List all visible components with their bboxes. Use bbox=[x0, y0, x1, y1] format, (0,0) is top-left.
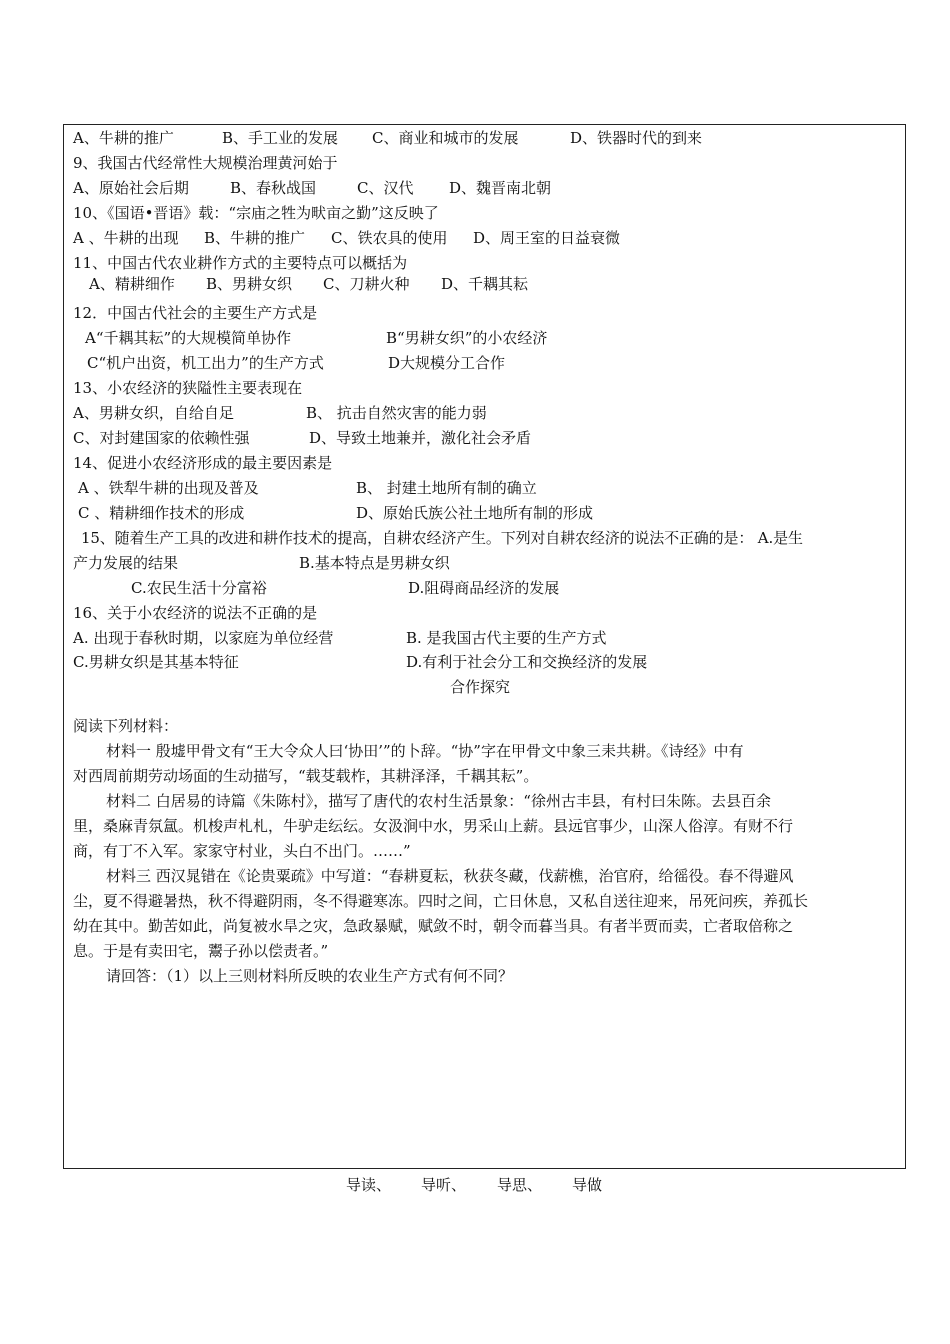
material-3-line-3: 幼在其中。勤苦如此，尚复被水旱之灾，急政暴赋，赋敛不时，朝令而暮当具。有者半贾而卖，亡者取倍称之 bbox=[73, 917, 794, 935]
q14-option-c: C 、精耕细作技术的形成 bbox=[78, 504, 245, 522]
q8-option-a: A、牛耕的推广 bbox=[73, 129, 174, 147]
q11-option-d: D、千耦其耘 bbox=[441, 275, 529, 293]
material-1-line-1: 材料一 殷墟甲骨文有“王大令众人曰‘协田’”的卜辞。“协”字在甲骨文中象三耒共耕。《诗经》中有 bbox=[106, 742, 744, 760]
reading-question: 请回答：（1）以上三则材料所反映的农业生产方式有何不同？ bbox=[106, 967, 514, 985]
q12-option-c: C“机户出资，机工出力”的生产方式 bbox=[87, 354, 324, 372]
q15-stem-line1: 15、随着生产工具的改进和耕作技术的提高，自耕农经济产生。下列对自耕农经济的说法不正确的是： A.是生 bbox=[81, 529, 803, 547]
q15-stem-line2: 产力发展的结果 bbox=[73, 554, 179, 572]
q15-option-c: C.农民生活十分富裕 bbox=[131, 579, 267, 597]
q10-option-d: D、周王室的日益衰微 bbox=[473, 229, 621, 247]
q16-option-b: B. 是我国古代主要的生产方式 bbox=[406, 629, 607, 647]
q11-stem: 11、中国古代农业耕作方式的主要特点可以概括为 bbox=[73, 254, 408, 272]
q10-option-c: C、铁农具的使用 bbox=[331, 229, 448, 247]
material-2-line-3: 商，有丁不入军。家家守村业，头白不出门。……” bbox=[73, 842, 411, 860]
q12-option-d: D大规模分工合作 bbox=[388, 354, 506, 372]
q11-option-b: B、男耕女织 bbox=[206, 275, 293, 293]
q11-option-a: A、精耕细作 bbox=[89, 275, 175, 293]
q10-option-a: A 、牛耕的出现 bbox=[73, 229, 179, 247]
q10-option-b: B、牛耕的推广 bbox=[204, 229, 306, 247]
q12-option-b: B“男耕女织”的小农经济 bbox=[386, 329, 548, 347]
q10-stem: 10、《国语•晋语》载：“宗庙之牲为畎亩之勤”这反映了 bbox=[73, 204, 439, 222]
q14-option-a: A 、铁犁牛耕的出现及普及 bbox=[78, 479, 259, 497]
material-1-line-2: 对西周前期劳动场面的生动描写，“载芟载柞，其耕泽泽，千耦其耘”。 bbox=[73, 767, 539, 785]
material-2-line-2: 里，桑麻青氛氲。机梭声札札，牛驴走纭纭。女汲涧中水，男采山上薪。县远官事少，山深人俗淳。有财不行 bbox=[73, 817, 794, 835]
q14-stem: 14、促进小农经济形成的最主要因素是 bbox=[73, 454, 333, 472]
q8-option-c: C、商业和城市的发展 bbox=[372, 129, 519, 147]
q16-stem: 16、关于小农经济的说法不正确的是 bbox=[73, 604, 318, 622]
material-3-line-1: 材料三 西汉晁错在《论贵粟疏》中写道：“春耕夏耘，秋获冬藏，伐薪樵，治官府，给徭役。春不得避风 bbox=[106, 867, 794, 885]
q8-option-d: D、铁器时代的到来 bbox=[570, 129, 703, 147]
q15-option-d: D.阻碍商品经济的发展 bbox=[408, 579, 560, 597]
q9-option-a: A、原始社会后期 bbox=[73, 179, 189, 197]
q12-option-a: A“千耦其耘”的大规模简单协作 bbox=[85, 329, 292, 347]
reading-intro: 阅读下列材料： bbox=[73, 717, 179, 735]
footer-item-do: 导做 bbox=[572, 1176, 603, 1194]
footer-item-think: 导思、 bbox=[497, 1176, 543, 1194]
q13-option-a: A、男耕女织，自给自足 bbox=[73, 404, 234, 422]
section-title: 合作探究 bbox=[450, 678, 511, 696]
q8-option-b: B、手工业的发展 bbox=[222, 129, 339, 147]
q13-option-c: C、对封建国家的依赖性强 bbox=[73, 429, 250, 447]
q9-option-d: D、魏晋南北朝 bbox=[449, 179, 552, 197]
q15-option-b: B.基本特点是男耕女织 bbox=[299, 554, 450, 572]
q16-option-d: D.有利于社会分工和交换经济的发展 bbox=[406, 653, 648, 671]
q9-option-b: B、春秋战国 bbox=[230, 179, 317, 197]
material-2-line-1: 材料二 白居易的诗篇《朱陈村》，描写了唐代的农村生活景象：“徐州古丰县，有村曰朱陈。去县百余 bbox=[106, 792, 771, 810]
q13-stem: 13、小农经济的狭隘性主要表现在 bbox=[73, 379, 303, 397]
q16-option-c: C.男耕女织是其基本特征 bbox=[73, 653, 239, 671]
material-3-line-4: 息。于是有卖田宅，鬻子孙以偿责者。” bbox=[73, 942, 329, 960]
q14-option-b: B、 封建土地所有制的确立 bbox=[356, 479, 537, 497]
material-3-line-2: 尘，夏不得避暑热，秋不得避阴雨，冬不得避寒冻。四时之间，亡日休息，又私自送往迎来，吊死问疾，养孤长 bbox=[73, 892, 809, 910]
q11-option-c: C、刀耕火种 bbox=[323, 275, 410, 293]
q16-option-a: A. 出现于春秋时期，以家庭为单位经营 bbox=[73, 629, 334, 647]
q9-stem: 9、我国古代经常性大规模治理黄河始于 bbox=[73, 154, 338, 172]
q13-option-b: B、 抗击自然灾害的能力弱 bbox=[306, 404, 487, 422]
footer-item-read: 导读、 bbox=[346, 1176, 392, 1194]
footer-item-listen: 导听、 bbox=[421, 1176, 467, 1194]
q12-stem: 12．中国古代社会的主要生产方式是 bbox=[73, 304, 318, 322]
q14-option-d: D、原始氏族公社土地所有制的形成 bbox=[356, 504, 594, 522]
q9-option-c: C、汉代 bbox=[357, 179, 414, 197]
q13-option-d: D、导致土地兼并，激化社会矛盾 bbox=[309, 429, 532, 447]
